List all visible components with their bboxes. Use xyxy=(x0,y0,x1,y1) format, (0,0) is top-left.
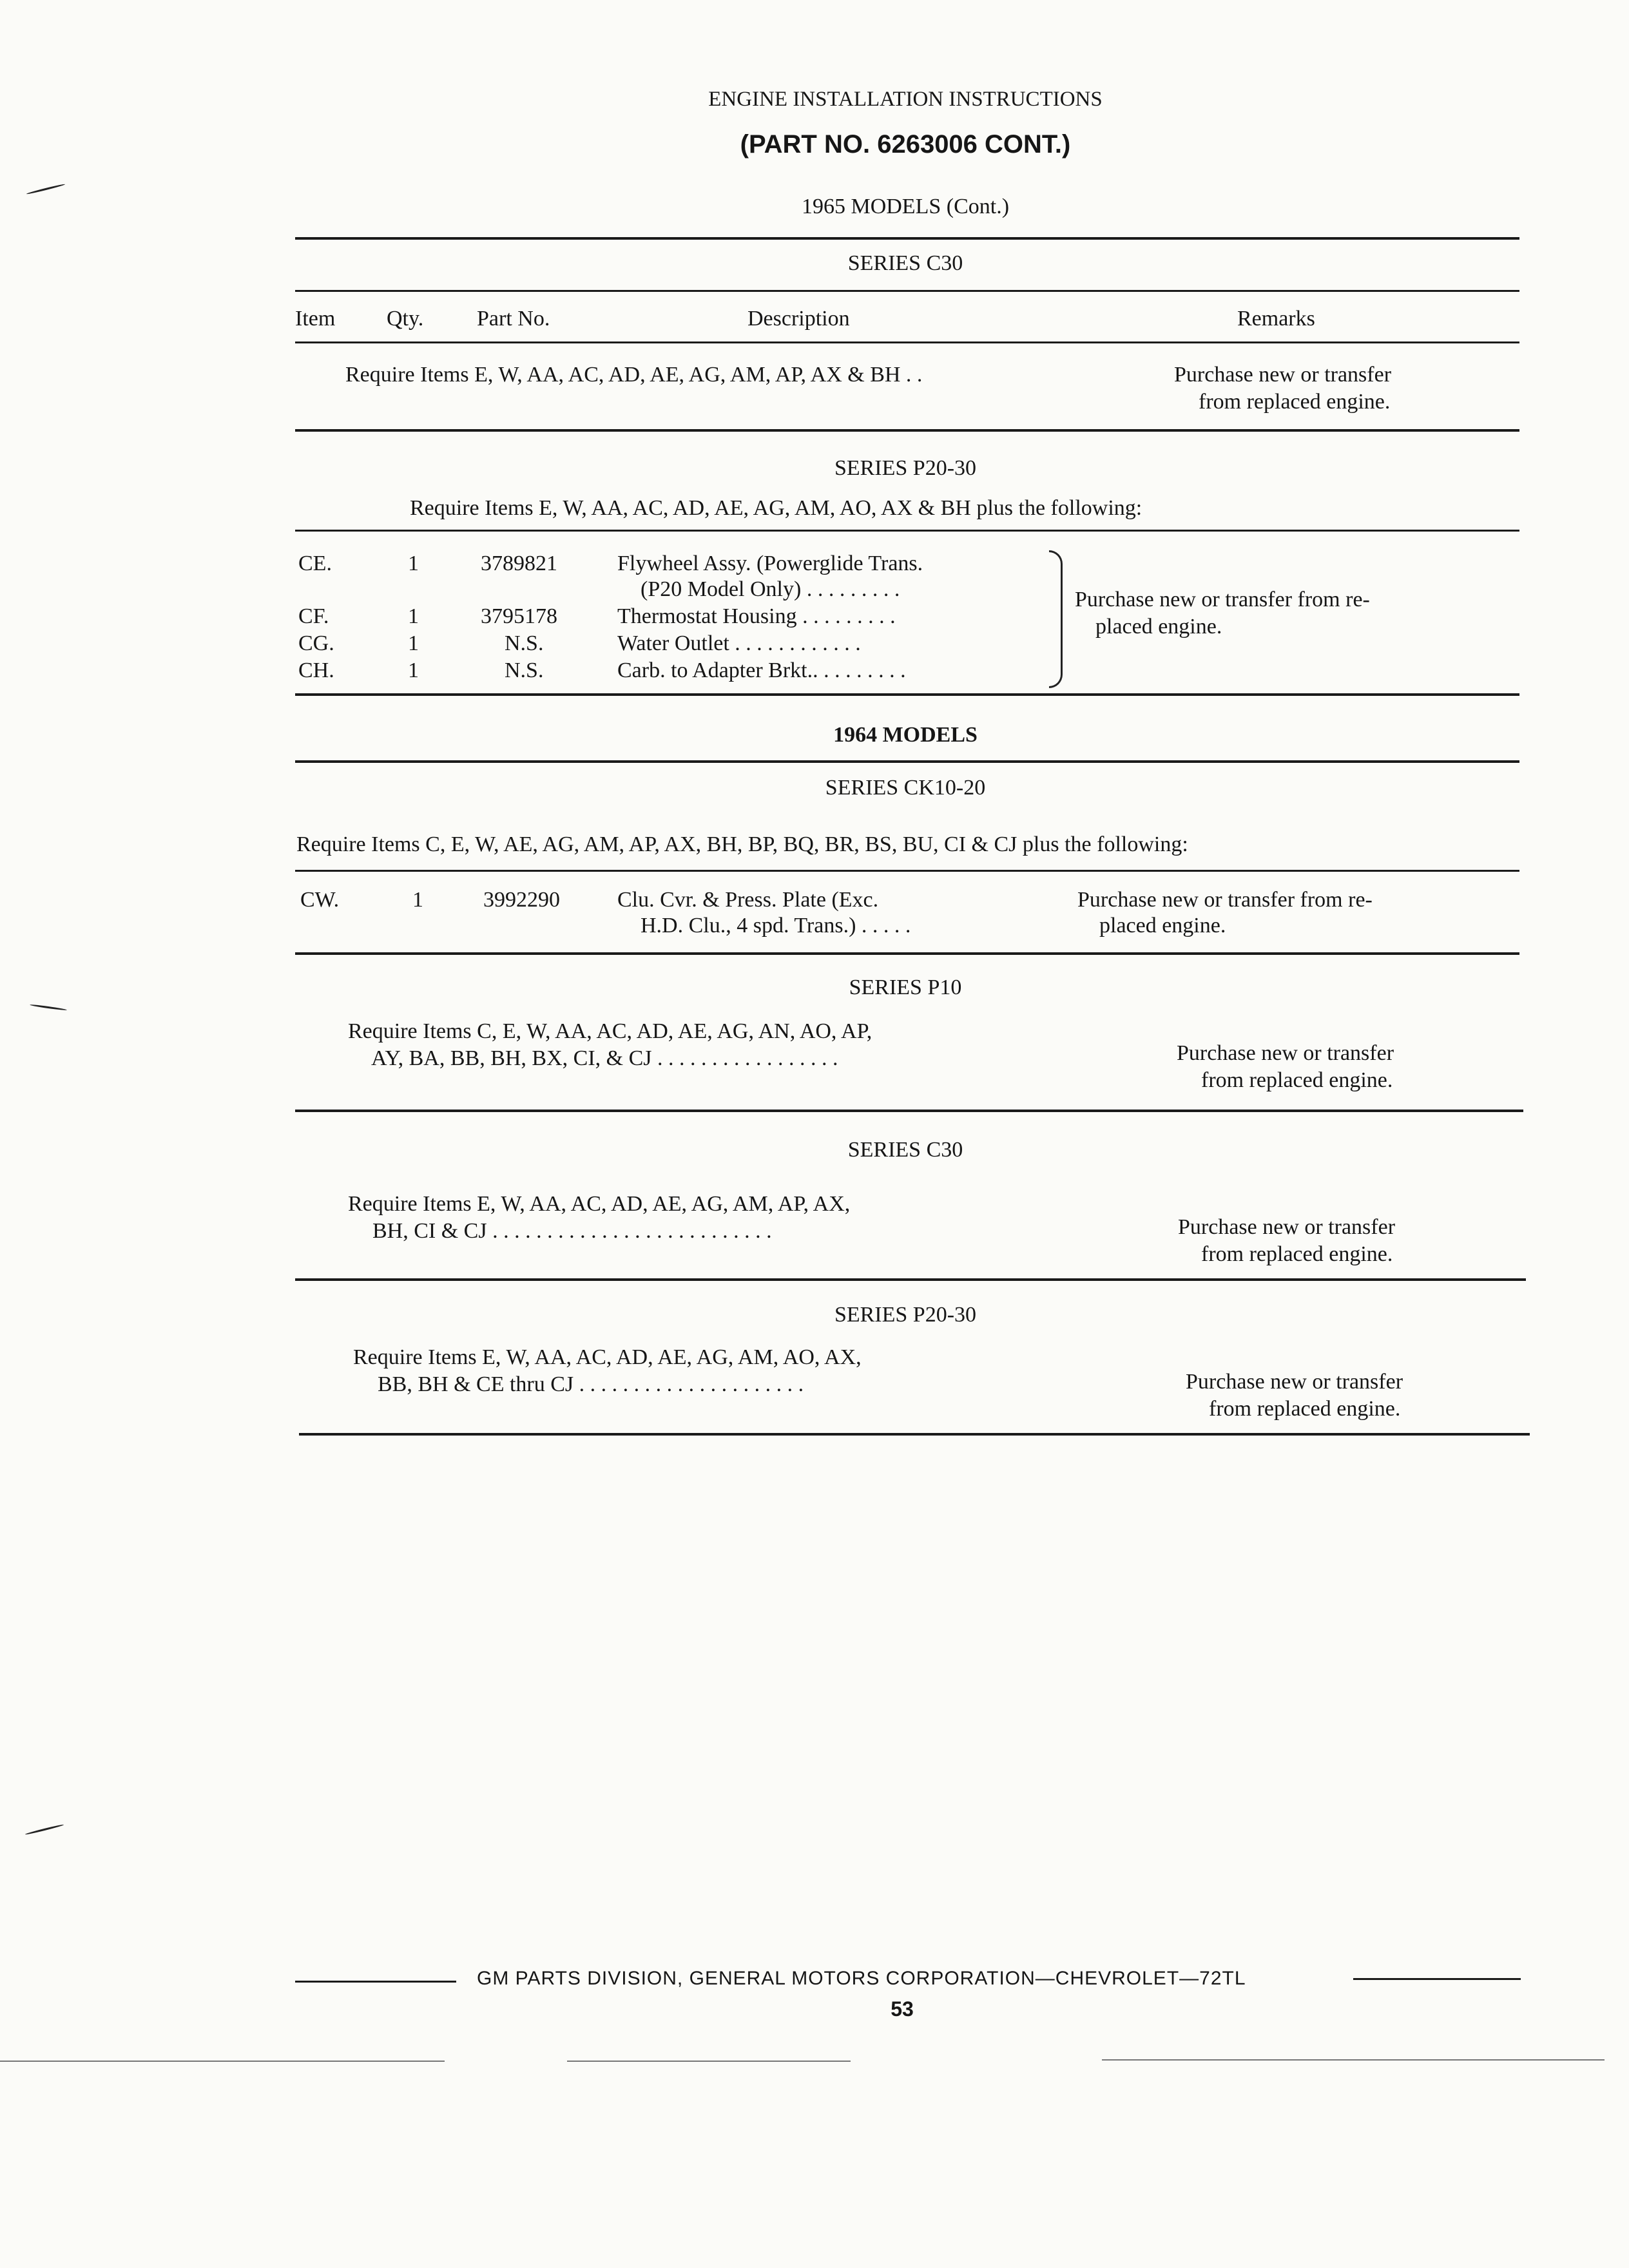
column-header-part: Part No. xyxy=(477,307,550,331)
item-code: CF. xyxy=(298,604,329,628)
part-number: 3795178 xyxy=(481,604,557,628)
footer-rule xyxy=(295,1981,456,1983)
rule xyxy=(295,1110,1523,1112)
item-code: CH. xyxy=(298,658,334,682)
require-items: Require Items E, W, AA, AC, AD, AE, AG, AM, AP, AX & BH . . xyxy=(345,363,923,387)
series-c30-1964-title: SERIES C30 xyxy=(847,1138,963,1162)
rule xyxy=(295,530,1519,532)
description: Flywheel Assy. (Powerglide Trans. xyxy=(617,552,923,575)
footer-text: GM PARTS DIVISION, GENERAL MOTORS CORPORATION—CHEVROLET—72TL xyxy=(477,1968,1246,1989)
part-number: N.S. xyxy=(505,658,544,682)
description: Thermostat Housing . . . . . . . . . xyxy=(617,604,896,628)
remarks: from replaced engine. xyxy=(1201,1068,1393,1092)
remarks: Purchase new or transfer xyxy=(1178,1215,1396,1239)
bracket xyxy=(1049,550,1063,688)
require-items: Require Items E, W, AA, AC, AD, AE, AG, AM, AP, AX, xyxy=(348,1192,851,1216)
edge-line xyxy=(0,2061,445,2062)
description: Clu. Cvr. & Press. Plate (Exc. xyxy=(617,888,879,912)
column-header-item: Item xyxy=(295,307,336,331)
remarks: from replaced engine. xyxy=(1201,1242,1393,1266)
item-code: CE. xyxy=(298,552,332,575)
series-p20-30-1964-title: SERIES P20-30 xyxy=(834,1303,977,1327)
footer-rule xyxy=(1353,1978,1521,1980)
series-p20-30-1965-title: SERIES P20-30 xyxy=(834,456,977,480)
page-number: 53 xyxy=(891,1997,914,2021)
quantity: 1 xyxy=(408,658,419,682)
part-number-title: (PART NO. 6263006 CONT.) xyxy=(740,130,1071,159)
section-1964-heading: 1964 MODELS xyxy=(833,723,978,747)
quantity: 1 xyxy=(408,604,419,628)
description: (P20 Model Only) . . . . . . . . . xyxy=(641,577,900,601)
edge-line xyxy=(1102,2059,1605,2061)
remarks: placed engine. xyxy=(1099,914,1226,937)
remarks: from replaced engine. xyxy=(1199,390,1391,414)
description: Carb. to Adapter Brkt.. . . . . . . . . xyxy=(617,658,906,682)
series-ck10-20-title: SERIES CK10-20 xyxy=(825,776,986,800)
part-number: 3789821 xyxy=(481,552,557,575)
series-c30-1965-title: SERIES C30 xyxy=(847,251,963,275)
part-number: 3992290 xyxy=(483,888,560,912)
margin-mark xyxy=(26,184,66,195)
margin-mark xyxy=(30,1004,67,1011)
column-header-description: Description xyxy=(747,307,850,331)
require-items: Require Items E, W, AA, AC, AD, AE, AG, AM, AO, AX, xyxy=(353,1345,862,1369)
column-header-qty: Qty. xyxy=(387,307,424,331)
rule xyxy=(295,870,1519,872)
rule xyxy=(295,341,1519,343)
quantity: 1 xyxy=(412,888,423,912)
description: Water Outlet . . . . . . . . . . . . xyxy=(617,631,861,655)
remarks: from replaced engine. xyxy=(1209,1397,1401,1421)
rule xyxy=(295,1278,1526,1281)
rule xyxy=(299,1433,1530,1436)
rule xyxy=(295,952,1519,955)
require-items: Require Items C, E, W, AA, AC, AD, AE, AG, AN, AO, AP, xyxy=(348,1019,872,1043)
item-code: CW. xyxy=(300,888,340,912)
item-code: CG. xyxy=(298,631,334,655)
rule xyxy=(295,760,1519,763)
rule xyxy=(295,237,1519,240)
remarks: Purchase new or transfer xyxy=(1174,363,1392,387)
quantity: 1 xyxy=(408,631,419,655)
rule xyxy=(295,429,1519,432)
document-title: ENGINE INSTALLATION INSTRUCTIONS xyxy=(708,88,1103,111)
quantity: 1 xyxy=(408,552,419,575)
section-1965-heading: 1965 MODELS (Cont.) xyxy=(801,195,1010,218)
require-items: BB, BH & CE thru CJ . . . . . . . . . . . . . . . . . . . . . xyxy=(378,1372,804,1396)
rule xyxy=(295,290,1519,292)
require-items: BH, CI & CJ . . . . . . . . . . . . . . . . . . . . . . . . . . xyxy=(372,1219,772,1243)
edge-line xyxy=(567,2061,851,2062)
rule xyxy=(295,693,1519,696)
remarks: Purchase new or transfer from re- xyxy=(1075,588,1370,611)
remarks: Purchase new or transfer xyxy=(1177,1041,1394,1065)
series-p10-title: SERIES P10 xyxy=(849,975,962,999)
require-items: Require Items C, E, W, AE, AG, AM, AP, AX, BH, BP, BQ, BR, BS, BU, CI & CJ plus the following: xyxy=(296,832,1188,856)
margin-mark xyxy=(25,1824,64,1836)
require-items: AY, BA, BB, BH, BX, CI, & CJ . . . . . . . . . . . . . . . . . xyxy=(371,1046,838,1070)
part-number: N.S. xyxy=(505,631,544,655)
remarks: placed engine. xyxy=(1095,615,1222,639)
require-items: Require Items E, W, AA, AC, AD, AE, AG, AM, AO, AX & BH plus the following: xyxy=(410,496,1142,520)
column-header-remarks: Remarks xyxy=(1237,307,1315,331)
remarks: Purchase new or transfer xyxy=(1186,1370,1403,1394)
remarks: Purchase new or transfer from re- xyxy=(1077,888,1373,912)
description: H.D. Clu., 4 spd. Trans.) . . . . . xyxy=(641,914,911,937)
